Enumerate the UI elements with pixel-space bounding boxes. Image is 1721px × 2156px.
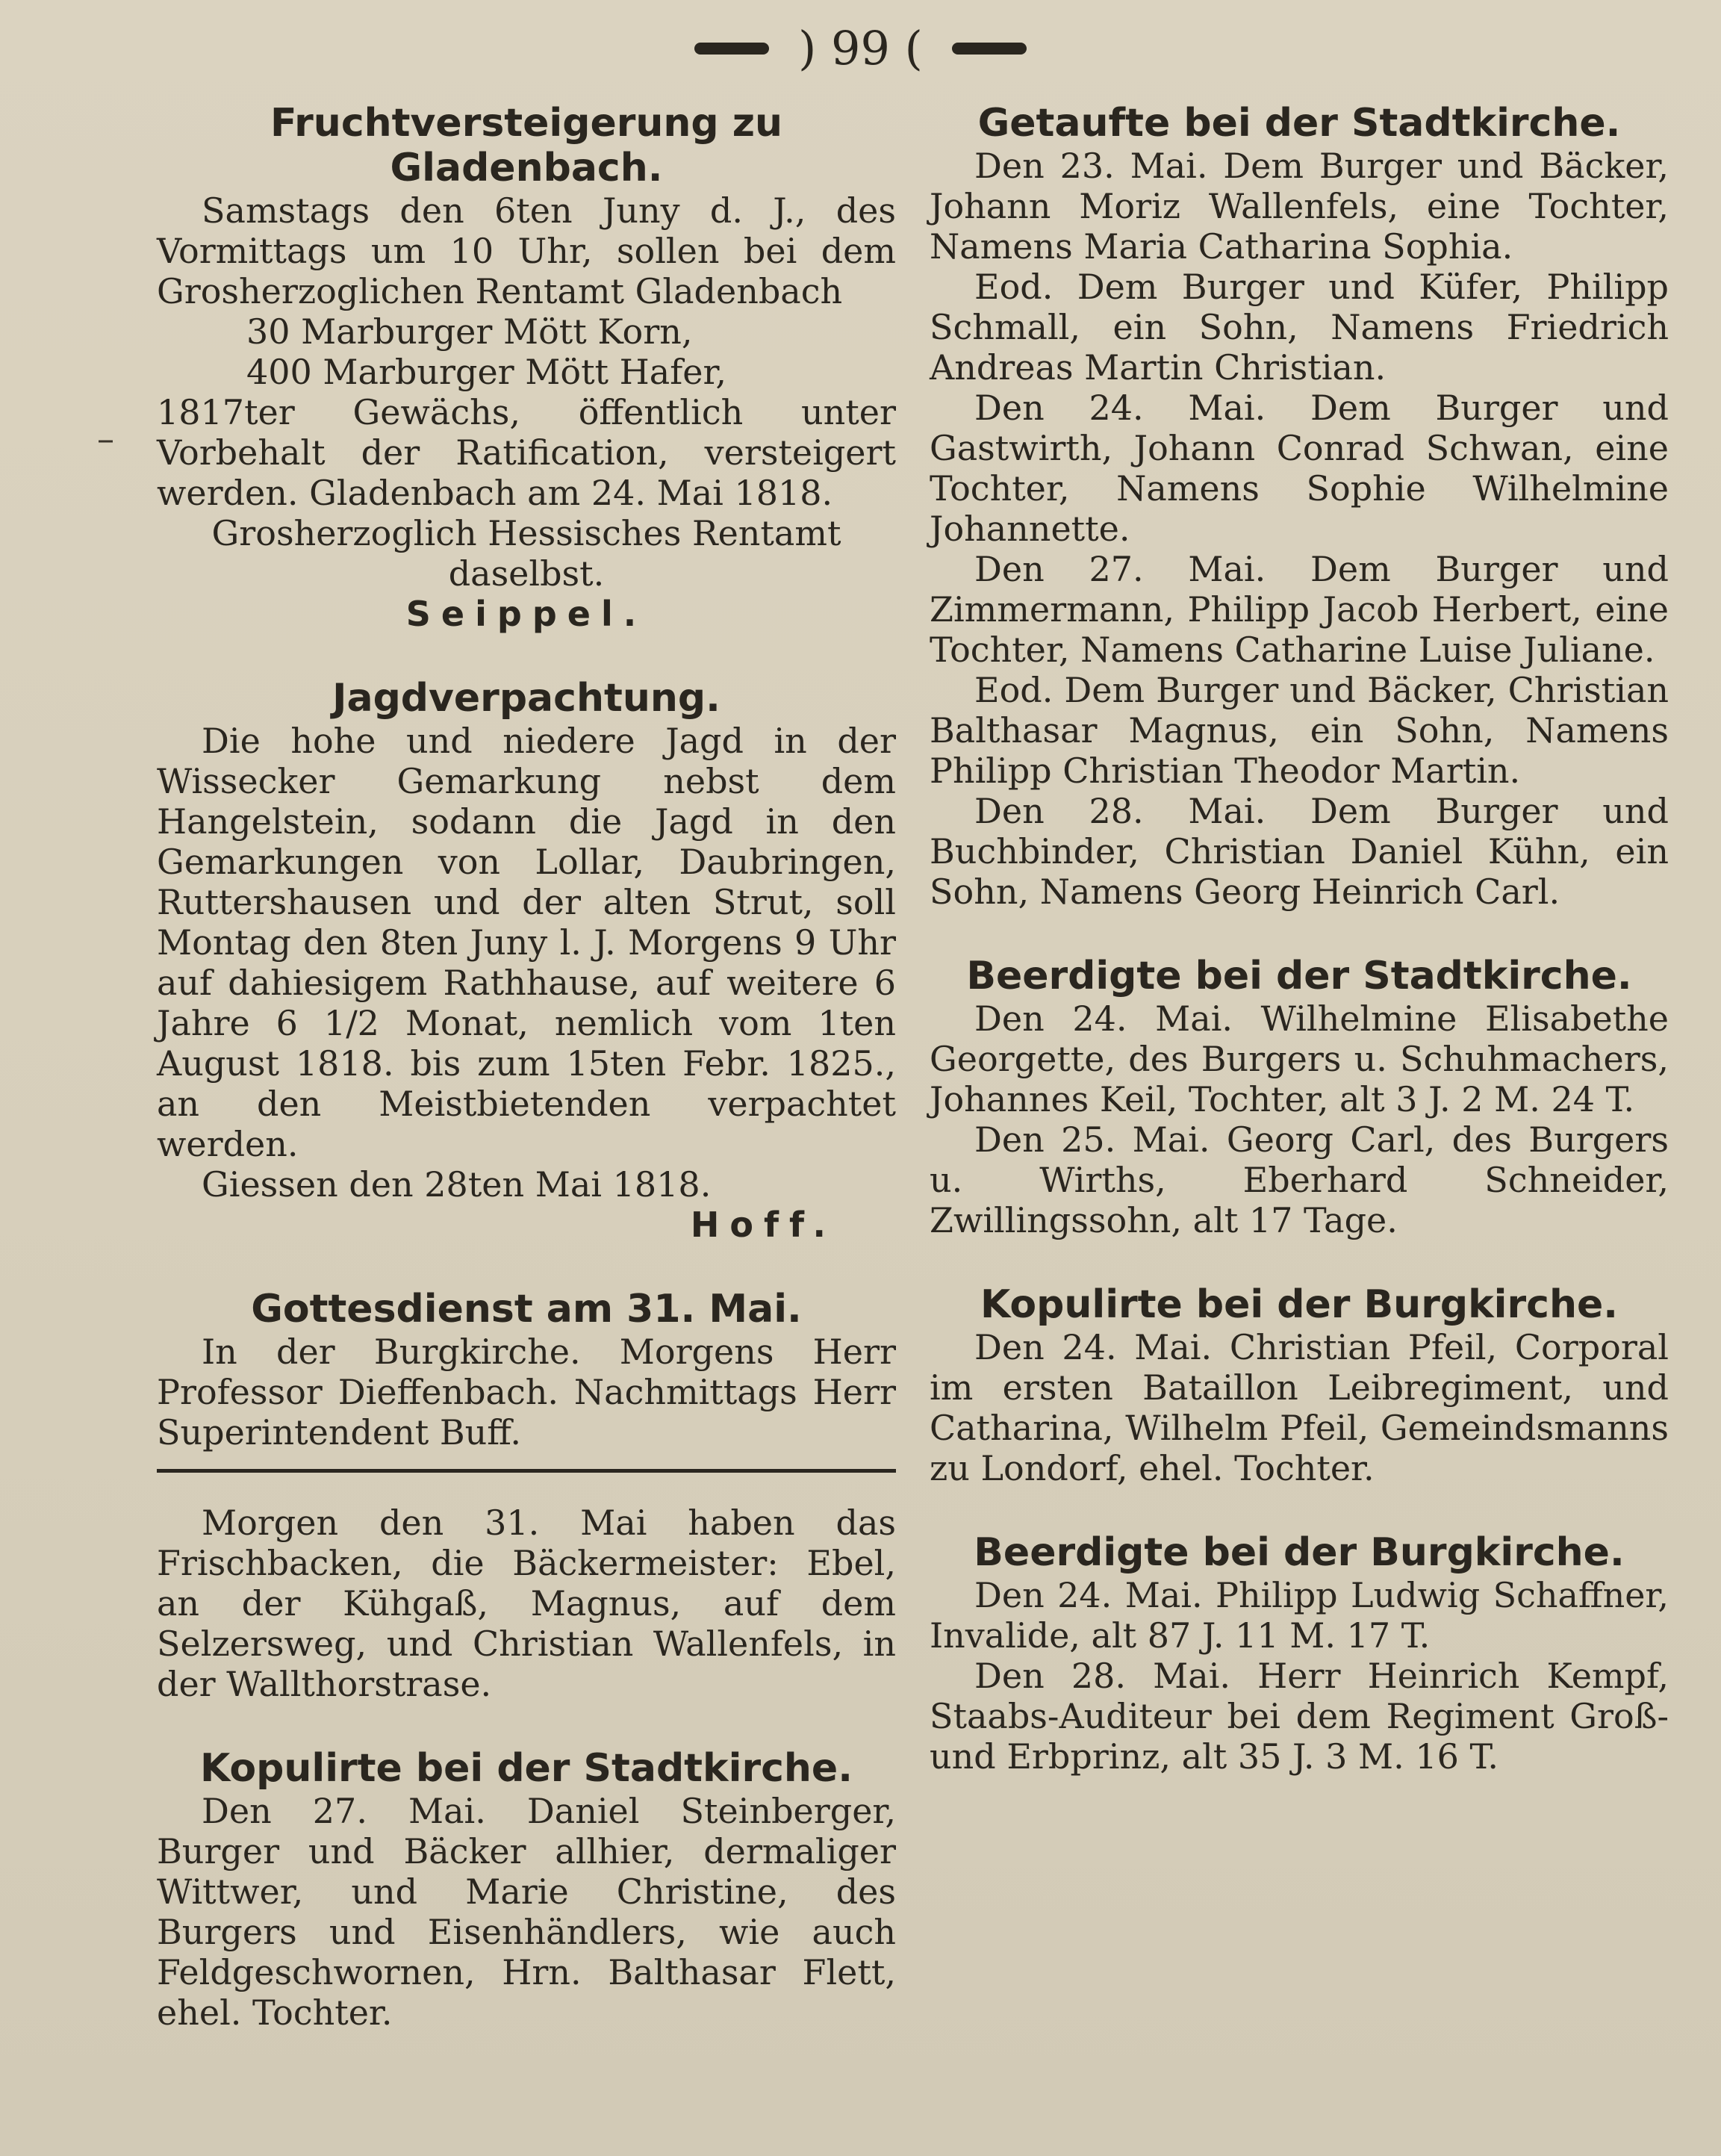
section-title: Beerdigte bei der Stadtkirche. [966,954,1632,998]
right-column [930,101,1669,1818]
entry: Den 27. Mai. Dem Burger und Zimmermann, Philipp Jacob Herbert, eine Tochter, Namens Catharine Luise Juliane. [930,549,1669,670]
entry: Den 28. Mai. Herr Heinrich Kempf, Staabs-Auditeur bei dem Regiment Groß- und Erbprinz, alt 35 J. 3 M. 16 T. [930,1656,1669,1777]
header-ornament-left [694,43,769,55]
entry: Den 24. Mai. Wilhelmine Elisabethe Georgette, des Burgers u. Schuhmachers, Johannes Keil, Tochter, alt 3 J. 2 M. 24 T. [930,998,1669,1119]
page-header [0,21,1721,96]
notice-title: Gottesdienst am 31. Mai. [251,1287,802,1332]
section-divider [157,1469,896,1473]
notice-fruchtversteigerung [157,101,896,634]
notice-signer: Grosherzoglich Hessisches Rentamt daselbst. [211,513,841,594]
entry: Den 23. Mai. Dem Burger und Bäcker, Johann Moriz Wallenfels, eine Tochter, Namens Maria Catharina Sophia. [930,146,1669,267]
notice-title: Fruchtversteigerung zu Gladenbach. [270,101,783,190]
section-beerdigte-stadtkirche [930,954,1669,1240]
margin-dash: – [97,418,114,459]
notice-title: Kopulirte bei der Stadtkirche. [200,1746,853,1791]
entry: Den 25. Mai. Georg Carl, des Burgers u. Wirths, Eberhard Schneider, Zwillingssohn, alt 17 Tage. [930,1119,1669,1240]
notice-frischbacken [157,1503,896,1704]
notice-text-2: 1817ter Gewächs, öffentlich unter Vorbehalt der Ratification, versteigert werden. Gladenbach am 24. Mai 1818. [157,392,896,513]
section-getaufte-stadtkirche [930,101,1669,912]
notice-text: Die hohe und niedere Jagd in der Wissecker Gemarkung nebst dem Hangelstein, sodann die Jagd in den Gemarkungen von Lollar, Daubringen, Ruttershausen und der alten Strut, soll Montag den 8ten Juny l. J. Morgens 9 Uhr auf dahiesigem Rathhause, auf weitere 6 Jahre 6 1/2 Monat, nemlich vom 1ten August 1818. bis zum 15ten Febr. 1825., an den Meistbietenden verpachtet werden. [157,721,896,1164]
item-hafer: 400 Marburger Mött Hafer, [246,352,727,392]
notice-date: Giessen den 28ten Mai 1818. [202,1164,712,1205]
entry: Eod. Dem Burger und Bäcker, Christian Balthasar Magnus, ein Sohn, Namens Philipp Christian Theodor Martin. [930,670,1669,791]
notice-text: Samstags den 6ten Juny d. J., des Vormittags um 10 Uhr, sollen bei dem Grosherzoglichen Rentamt Gladenbach [157,190,896,311]
notice-gottesdienst [157,1287,896,1453]
section-title: Getaufte bei der Stadtkirche. [977,101,1621,146]
item-korn: 30 Marburger Mött Korn, [246,311,693,352]
section-kopulirte-burgkirche [930,1282,1669,1488]
left-column [157,101,896,2075]
entry: Eod. Dem Burger und Küfer, Philipp Schmall, ein Sohn, Namens Friedrich Andreas Martin Christian. [930,267,1669,388]
notice-title: Jagdverpachtung. [332,676,721,721]
notice-signature: Seippel. [405,594,647,634]
section-title: Beerdigte bei der Burgkirche. [974,1530,1625,1575]
notice-text: Den 27. Mai. Daniel Steinberger, Burger und Bäcker allhier, dermaliger Wittwer, und Marie Christine, des Burgers und Eisenhändlers, wie auch Feldgeschwornen, Hrn. Balthasar Flett, ehel. Tochter. [157,1791,896,2033]
entry: Den 24. Mai. Philipp Ludwig Schaffner, Invalide, alt 87 J. 11 M. 17 T. [930,1575,1669,1656]
page-number: ) 99 ( [798,21,923,75]
section-beerdigte-burgkirche [930,1530,1669,1777]
notice-kopulirte-stadtkirche [157,1746,896,2033]
notice-text: In der Burgkirche. Morgens Herr Professor Dieffenbach. Nachmittags Herr Superintendent Buff. [157,1332,896,1453]
entry: Den 24. Mai. Dem Burger und Gastwirth, Johann Conrad Schwan, eine Tochter, Namens Sophie Wilhelmine Johannette. [930,388,1669,549]
notice-jagdverpachtung [157,676,896,1245]
entry: Den 28. Mai. Dem Burger und Buchbinder, Christian Daniel Kühn, ein Sohn, Namens Georg Heinrich Carl. [930,791,1669,912]
section-title: Kopulirte bei der Burgkirche. [980,1282,1618,1327]
entry: Den 24. Mai. Christian Pfeil, Corporal im ersten Bataillon Leibregiment, und Catharina, Wilhelm Pfeil, Gemeindsmanns zu Londorf, ehel. Tochter. [930,1327,1669,1488]
header-ornament-right [952,43,1027,55]
notice-text: Morgen den 31. Mai haben das Frischbacken, die Bäckermeister: Ebel, an der Kühgaß, Magnus, auf dem Selzersweg, und Christian Wallenfels, in der Wallthorstrase. [157,1503,896,1704]
notice-signature: Hoff. [690,1205,836,1245]
